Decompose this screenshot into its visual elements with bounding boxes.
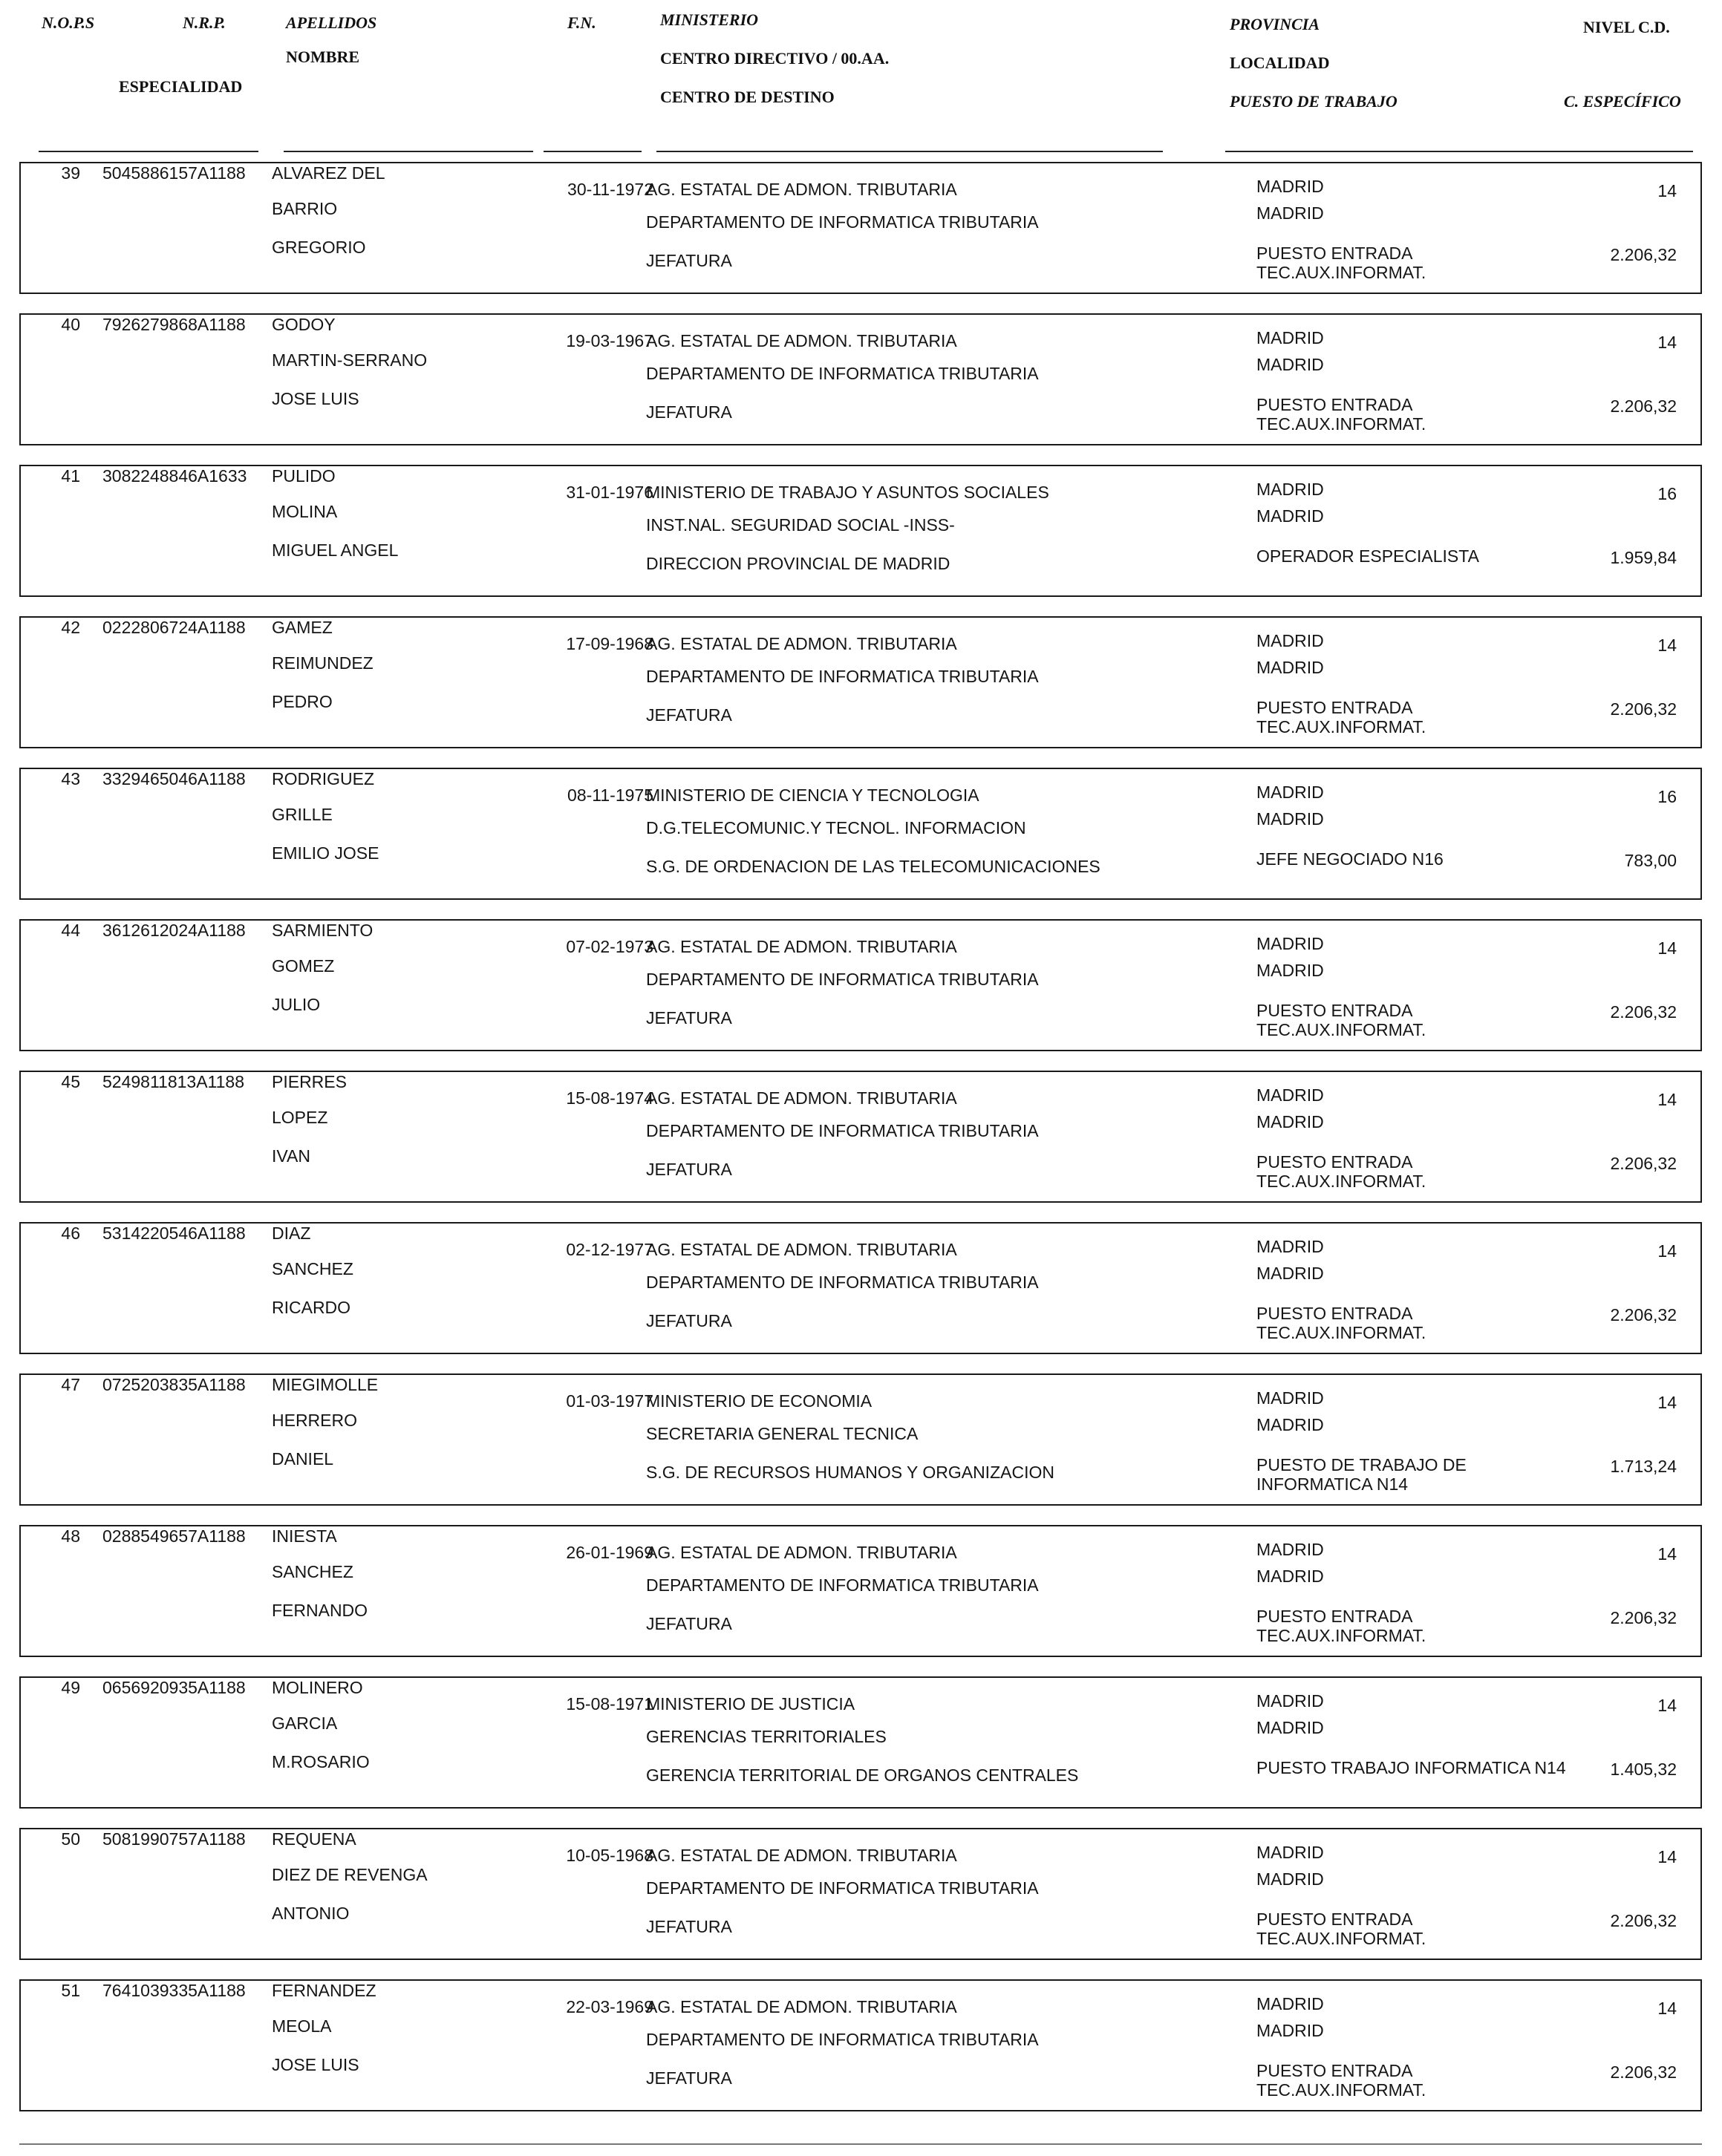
record-nrp: 3612612024A1188	[102, 921, 246, 940]
record-apellido1: RODRIGUEZ	[272, 769, 374, 788]
record-nivel: 16	[1657, 787, 1677, 806]
record-puesto1: PUESTO ENTRADA	[1256, 1607, 1413, 1626]
record-nivel: 14	[1657, 938, 1677, 958]
record-nombre: MIGUEL ANGEL	[272, 540, 399, 560]
record-provincia: MADRID	[1256, 1843, 1324, 1862]
record-nombre: FERNANDO	[272, 1601, 368, 1620]
record-row	[19, 465, 1702, 597]
record-localidad: MADRID	[1256, 1567, 1324, 1586]
record-nombre: IVAN	[272, 1146, 310, 1166]
record-nops: 45	[61, 1072, 80, 1091]
record-centro-destino: JEFATURA	[646, 251, 732, 270]
record-localidad: MADRID	[1256, 961, 1324, 980]
record-puesto2: INFORMATICA N14	[1256, 1474, 1409, 1494]
record-row	[19, 1828, 1702, 1960]
record-nops: 50	[61, 1829, 80, 1849]
record-ministerio: AG. ESTATAL DE ADMON. TRIBUTARIA	[646, 1997, 957, 2016]
record-localidad: MADRID	[1256, 1112, 1324, 1131]
record-especifico: 1.959,84	[1610, 548, 1677, 567]
record-nombre: JULIO	[272, 995, 321, 1014]
record-nombre: PEDRO	[272, 692, 333, 711]
record-row	[19, 1071, 1702, 1203]
record-ministerio: AG. ESTATAL DE ADMON. TRIBUTARIA	[646, 331, 957, 350]
record-fn: 01-03-1977	[566, 1391, 653, 1411]
record-fn: 17-09-1968	[566, 634, 653, 653]
record-especifico: 2.206,32	[1610, 699, 1677, 719]
record-centro-directivo: DEPARTAMENTO DE INFORMATICA TRIBUTARIA	[646, 2030, 1039, 2049]
record-localidad: MADRID	[1256, 2021, 1324, 2040]
record-localidad: MADRID	[1256, 1869, 1324, 1889]
record-centro-directivo: DEPARTAMENTO DE INFORMATICA TRIBUTARIA	[646, 667, 1039, 686]
record-row	[19, 1222, 1702, 1354]
header-especifico: C. ESPECÍFICO	[1564, 92, 1681, 111]
record-puesto1: OPERADOR ESPECIALISTA	[1256, 546, 1479, 566]
record-puesto1: PUESTO DE TRABAJO DE	[1256, 1455, 1467, 1474]
record-centro-directivo: DEPARTAMENTO DE INFORMATICA TRIBUTARIA	[646, 212, 1039, 232]
record-puesto2: TEC.AUX.INFORMAT.	[1256, 1020, 1426, 1039]
record-nrp: 5314220546A1188	[102, 1224, 246, 1243]
header-provincia: PROVINCIA	[1230, 15, 1320, 33]
record-nrp: 0222806724A1188	[102, 618, 246, 637]
record-ministerio: AG. ESTATAL DE ADMON. TRIBUTARIA	[646, 1240, 957, 1259]
record-nrp: 3329465046A1188	[102, 769, 246, 788]
record-fn: 08-11-1975	[567, 785, 653, 805]
record-centro-directivo: DEPARTAMENTO DE INFORMATICA TRIBUTARIA	[646, 1878, 1039, 1898]
header-nombre: NOMBRE	[286, 48, 359, 66]
record-especifico: 1.713,24	[1610, 1457, 1677, 1476]
header-nivel: NIVEL C.D.	[1583, 18, 1670, 36]
record-centro-destino: JEFATURA	[646, 1160, 732, 1179]
record-row	[19, 162, 1702, 294]
record-row	[19, 1979, 1702, 2111]
record-row	[19, 919, 1702, 1051]
record-nrp: 7926279868A1188	[102, 315, 246, 334]
record-nrp: 7641039335A1188	[102, 1981, 246, 2000]
record-nombre: ANTONIO	[272, 1904, 350, 1923]
record-apellido2: DIEZ DE REVENGA	[272, 1865, 428, 1884]
record-nrp: 3082248846A1633	[102, 466, 247, 486]
record-centro-directivo: DEPARTAMENTO DE INFORMATICA TRIBUTARIA	[646, 1273, 1039, 1292]
record-nrp: 0656920935A1188	[102, 1678, 246, 1697]
record-nivel: 14	[1657, 1544, 1677, 1564]
record-apellido2: SANCHEZ	[272, 1562, 353, 1581]
record-nops: 46	[61, 1224, 80, 1243]
header-nrp: N.R.P.	[183, 13, 226, 32]
record-ministerio: MINISTERIO DE CIENCIA Y TECNOLOGIA	[646, 785, 979, 805]
record-apellido2: GARCIA	[272, 1714, 338, 1733]
record-puesto2: TEC.AUX.INFORMAT.	[1256, 1323, 1426, 1342]
record-nombre: M.ROSARIO	[272, 1752, 370, 1771]
record-nrp: 5081990757A1188	[102, 1829, 246, 1849]
record-centro-destino: S.G. DE RECURSOS HUMANOS Y ORGANIZACION	[646, 1463, 1054, 1482]
record-localidad: MADRID	[1256, 658, 1324, 677]
record-row	[19, 616, 1702, 748]
record-apellido2: GRILLE	[272, 805, 333, 824]
record-centro-directivo: INST.NAL. SEGURIDAD SOCIAL -INSS-	[646, 515, 955, 535]
record-ministerio: MINISTERIO DE ECONOMIA	[646, 1391, 873, 1411]
record-fn: 15-08-1974	[566, 1088, 653, 1108]
record-provincia: MADRID	[1256, 1691, 1324, 1711]
record-apellido1: REQUENA	[272, 1829, 356, 1849]
record-apellido2: BARRIO	[272, 199, 338, 218]
record-puesto1: PUESTO ENTRADA	[1256, 698, 1413, 717]
record-localidad: MADRID	[1256, 506, 1324, 526]
record-row	[19, 1525, 1702, 1657]
record-centro-destino: JEFATURA	[646, 1008, 732, 1028]
record-fn: 02-12-1977	[566, 1240, 653, 1259]
record-nivel: 14	[1657, 1847, 1677, 1866]
record-ministerio: AG. ESTATAL DE ADMON. TRIBUTARIA	[646, 634, 957, 653]
record-puesto1: PUESTO ENTRADA	[1256, 244, 1413, 263]
record-nombre: JOSE LUIS	[272, 2055, 359, 2074]
record-puesto1: JEFE NEGOCIADO N16	[1256, 849, 1444, 869]
record-apellido2: HERRERO	[272, 1411, 358, 1430]
record-apellido1: PULIDO	[272, 466, 336, 486]
record-nombre: DANIEL	[272, 1449, 334, 1469]
record-nivel: 14	[1657, 181, 1677, 200]
record-puesto2: TEC.AUX.INFORMAT.	[1256, 1172, 1426, 1191]
record-ministerio: MINISTERIO DE JUSTICIA	[646, 1694, 855, 1714]
record-apellido2: MARTIN-SERRANO	[272, 350, 428, 370]
record-nombre: GREGORIO	[272, 238, 366, 257]
header-fn: F.N.	[567, 13, 596, 32]
record-puesto1: PUESTO ENTRADA	[1256, 1304, 1413, 1323]
record-especifico: 2.206,32	[1610, 1154, 1677, 1173]
record-apellido2: GOMEZ	[272, 956, 335, 976]
header-especialidad: ESPECIALIDAD	[119, 77, 243, 96]
record-fn: 31-01-1976	[566, 483, 653, 502]
record-puesto1: PUESTO ENTRADA	[1256, 1001, 1413, 1020]
record-provincia: MADRID	[1256, 177, 1324, 196]
record-nivel: 14	[1657, 1696, 1677, 1715]
record-localidad: MADRID	[1256, 1415, 1324, 1434]
record-nops: 51	[61, 1981, 80, 2000]
record-apellido1: SARMIENTO	[272, 921, 374, 940]
record-localidad: MADRID	[1256, 809, 1324, 829]
record-nops: 47	[61, 1375, 80, 1394]
record-fn: 07-02-1973	[566, 937, 653, 956]
record-centro-directivo: SECRETARIA GENERAL TECNICA	[646, 1424, 919, 1443]
record-nivel: 14	[1657, 1393, 1677, 1412]
record-apellido1: MIEGIMOLLE	[272, 1375, 379, 1394]
record-localidad: MADRID	[1256, 1718, 1324, 1737]
record-centro-directivo: DEPARTAMENTO DE INFORMATICA TRIBUTARIA	[646, 1575, 1039, 1595]
header-nops: N.O.P.S	[42, 13, 95, 32]
record-fn: 15-08-1971	[566, 1694, 653, 1714]
record-centro-directivo: DEPARTAMENTO DE INFORMATICA TRIBUTARIA	[646, 1121, 1039, 1140]
record-nivel: 14	[1657, 333, 1677, 352]
record-ministerio: AG. ESTATAL DE ADMON. TRIBUTARIA	[646, 1543, 957, 1562]
record-centro-destino: GERENCIA TERRITORIAL DE ORGANOS CENTRALES	[646, 1765, 1079, 1785]
header-localidad: LOCALIDAD	[1230, 53, 1330, 72]
record-apellido1: ALVAREZ DEL	[272, 163, 385, 183]
record-centro-destino: JEFATURA	[646, 2068, 732, 2088]
record-puesto2: TEC.AUX.INFORMAT.	[1256, 1626, 1426, 1645]
record-nrp: 5045886157A1188	[102, 163, 246, 183]
record-nivel: 14	[1657, 1090, 1677, 1109]
record-nivel: 14	[1657, 636, 1677, 655]
record-puesto1: PUESTO TRABAJO INFORMATICA N14	[1256, 1758, 1566, 1777]
record-provincia: MADRID	[1256, 934, 1324, 953]
record-nivel: 16	[1657, 484, 1677, 503]
record-ministerio: AG. ESTATAL DE ADMON. TRIBUTARIA	[646, 1088, 957, 1108]
record-provincia: MADRID	[1256, 480, 1324, 499]
header-ministerio: MINISTERIO	[660, 10, 759, 29]
record-fn: 22-03-1969	[566, 1997, 653, 2016]
record-puesto2: TEC.AUX.INFORMAT.	[1256, 1929, 1426, 1948]
record-nombre: JOSE LUIS	[272, 389, 359, 408]
record-puesto2: TEC.AUX.INFORMAT.	[1256, 414, 1426, 434]
record-apellido2: REIMUNDEZ	[272, 653, 374, 673]
record-nops: 39	[61, 163, 80, 183]
record-nivel: 14	[1657, 1999, 1677, 2018]
record-nops: 49	[61, 1678, 80, 1697]
record-nivel: 14	[1657, 1241, 1677, 1261]
record-nops: 40	[61, 315, 80, 334]
record-provincia: MADRID	[1256, 1994, 1324, 2013]
record-nops: 43	[61, 769, 80, 788]
header-centro-destino: CENTRO DE DESTINO	[660, 88, 835, 106]
record-provincia: MADRID	[1256, 328, 1324, 347]
record-especifico: 2.206,32	[1610, 1305, 1677, 1324]
record-row	[19, 768, 1702, 900]
record-puesto2: TEC.AUX.INFORMAT.	[1256, 717, 1426, 736]
record-puesto1: PUESTO ENTRADA	[1256, 395, 1413, 414]
record-provincia: MADRID	[1256, 1237, 1324, 1256]
record-centro-directivo: D.G.TELECOMUNIC.Y TECNOL. INFORMACION	[646, 818, 1026, 837]
record-especifico: 2.206,32	[1610, 1002, 1677, 1022]
record-fn: 19-03-1967	[566, 331, 653, 350]
record-nombre: EMILIO JOSE	[272, 843, 379, 863]
record-apellido1: GAMEZ	[272, 618, 333, 637]
record-provincia: MADRID	[1256, 783, 1324, 802]
record-localidad: MADRID	[1256, 355, 1324, 374]
record-localidad: MADRID	[1256, 203, 1324, 223]
record-provincia: MADRID	[1256, 1388, 1324, 1408]
record-ministerio: AG. ESTATAL DE ADMON. TRIBUTARIA	[646, 937, 957, 956]
record-centro-directivo: GERENCIAS TERRITORIALES	[646, 1727, 887, 1746]
record-nops: 44	[61, 921, 80, 940]
record-row	[19, 1676, 1702, 1809]
record-row	[19, 313, 1702, 445]
record-centro-destino: JEFATURA	[646, 1311, 732, 1330]
record-centro-directivo: DEPARTAMENTO DE INFORMATICA TRIBUTARIA	[646, 970, 1039, 989]
record-nrp: 0725203835A1188	[102, 1375, 246, 1394]
record-nrp: 5249811813A1188	[102, 1072, 245, 1091]
record-nrp: 0288549657A1188	[102, 1526, 246, 1546]
record-localidad: MADRID	[1256, 1264, 1324, 1283]
record-centro-destino: JEFATURA	[646, 1614, 732, 1633]
record-nops: 42	[61, 618, 80, 637]
record-apellido2: MEOLA	[272, 2016, 332, 2036]
record-nops: 41	[61, 466, 80, 486]
record-especifico: 2.206,32	[1610, 1911, 1677, 1930]
record-centro-destino: JEFATURA	[646, 705, 732, 725]
record-especifico: 2.206,32	[1610, 2062, 1677, 2082]
record-apellido1: MOLINERO	[272, 1678, 363, 1697]
record-apellido1: PIERRES	[272, 1072, 347, 1091]
record-apellido2: MOLINA	[272, 502, 338, 521]
footer-rule	[19, 2143, 1702, 2145]
record-fn: 26-01-1969	[566, 1543, 653, 1562]
record-centro-destino: JEFATURA	[646, 1917, 732, 1936]
record-ministerio: AG. ESTATAL DE ADMON. TRIBUTARIA	[646, 1846, 957, 1865]
header-puesto: PUESTO DE TRABAJO	[1230, 92, 1398, 111]
record-apellido2: LOPEZ	[272, 1108, 328, 1127]
record-especifico: 783,00	[1624, 851, 1677, 870]
record-nombre: RICARDO	[272, 1298, 351, 1317]
record-centro-destino: DIRECCION PROVINCIAL DE MADRID	[646, 554, 950, 573]
record-centro-destino: JEFATURA	[646, 402, 732, 422]
record-puesto2: TEC.AUX.INFORMAT.	[1256, 263, 1426, 282]
record-apellido1: DIAZ	[272, 1224, 311, 1243]
record-provincia: MADRID	[1256, 631, 1324, 650]
record-especifico: 2.206,32	[1610, 1608, 1677, 1627]
record-ministerio: AG. ESTATAL DE ADMON. TRIBUTARIA	[646, 180, 957, 199]
record-nops: 48	[61, 1526, 80, 1546]
record-apellido2: SANCHEZ	[272, 1259, 353, 1278]
record-ministerio: MINISTERIO DE TRABAJO Y ASUNTOS SOCIALES	[646, 483, 1049, 502]
record-centro-directivo: DEPARTAMENTO DE INFORMATICA TRIBUTARIA	[646, 364, 1039, 383]
record-apellido1: INIESTA	[272, 1526, 337, 1546]
record-provincia: MADRID	[1256, 1540, 1324, 1559]
record-fn: 30-11-1972	[567, 180, 653, 199]
record-especifico: 2.206,32	[1610, 245, 1677, 264]
record-puesto2: TEC.AUX.INFORMAT.	[1256, 2080, 1426, 2100]
record-puesto1: PUESTO ENTRADA	[1256, 1152, 1413, 1172]
record-centro-destino: S.G. DE ORDENACION DE LAS TELECOMUNICACIONES	[646, 857, 1100, 876]
record-provincia: MADRID	[1256, 1085, 1324, 1105]
record-puesto1: PUESTO ENTRADA	[1256, 2061, 1413, 2080]
record-especifico: 1.405,32	[1610, 1760, 1677, 1779]
record-apellido1: FERNANDEZ	[272, 1981, 376, 2000]
record-row	[19, 1373, 1702, 1506]
header-apellidos: APELLIDOS	[286, 13, 377, 32]
record-fn: 10-05-1968	[566, 1846, 653, 1865]
record-apellido1: GODOY	[272, 315, 336, 334]
record-puesto1: PUESTO ENTRADA	[1256, 1910, 1413, 1929]
header-centro-directivo: CENTRO DIRECTIVO / 00.AA.	[660, 49, 890, 68]
record-especifico: 2.206,32	[1610, 396, 1677, 416]
